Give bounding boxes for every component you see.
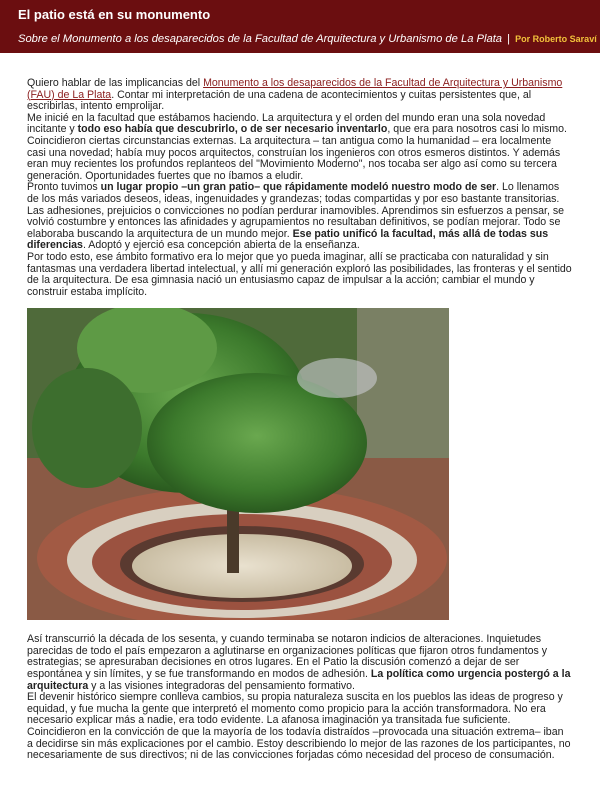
monument-link[interactable]: Monumento a los desaparecidos de la Facultad de Arquitectura y Urbanismo (FAU) de La Plata (27, 77, 563, 101)
paragraph: El devenir histórico siempre conlleva cambios, su propia naturaleza suscita en los pueblos las ideas de progreso y equidad, y fue mucha la gente que interpretó el momento como propicio para la acción transformadora. No era necesario explicar más a nadie, era todo evidente. La afanosa imaginación ya transitada fue suficiente. Coincidieron en la convicción de que la mayoría de los todavía distraídos –provocada una situación extrema– iban a decidirse sin más explicaciones por el cambio. Estoy describiendo lo mejor de las razones de los participantes, no necesariamente de sus directivos; ni de las convicciones forjadas cómo necesidad del proceso de consumación. (27, 691, 571, 762)
article-body (27, 78, 572, 762)
patio-tree-photo (27, 308, 449, 620)
article-subtitle-line (18, 33, 597, 45)
article-title: El patio está en su monumento (18, 7, 211, 22)
paragraph: Quiero hablar de las implicancias del Monumento a los desaparecidos de la Facultad de Arquitectura y Urbanismo (FAU) de La Plata. Contar mi interpretación de una cadena de acontecimientos y cuitas persistentes que, al escribirlas, intento emprolijar. (27, 77, 563, 113)
article-subtitle: Sobre el Monumento a los desaparecidos de la Facultad de Arquitectura y Urbanismo de La Plata (18, 33, 503, 45)
article-header (0, 0, 600, 53)
paragraph: Coincidieron ciertas circunstancias externas. La arquitectura – tan antigua como la humanidad – era localmente casi una novedad; había muy pocos arquitectos, construían los ingenieros con otros esmeros distintos. Y además eran muy recientes los profundos replanteos del "Movimiento Moderno", nos tocaba ser algo así como su tercera generación. Oportunidades fuertes que no íbamos a eludir. (27, 134, 561, 182)
paragraph: Así transcurrió la década de los sesenta, y cuando terminaba se notaron indicios de alteraciones. Inquietudes parecidas de todo el país empezaron a aglutinarse en organizaciones políticas que fijaron otros fundamentos y estrategias; se apresuraban decisiones en otros lugares. En el Patio la discusión comenzó a dejar de ser espontánea y sin límites, y se fue transformando en modos de adhesión. La política como urgencia postergó a la arquitectura y a las visiones integradoras del pensamiento formativo. (27, 633, 571, 692)
paragraph: Por todo esto, ese ámbito formativo era lo mejor que yo pueda imaginar, allí se practicaba con naturalidad y sin fantasmas una verdadera libertad intelectual, y allí mi generación exploró las posibilidades, las fronteras y el sentido de la arquitectura. De esa gimnasia nació un entusiasmo capaz de impulsar a la acción; cambiar el mundo y construir estaba implícito. (27, 250, 572, 298)
author-byline: Por Roberto Saraví (515, 34, 597, 44)
paragraph: Pronto tuvimos un lugar propio –un gran patio– que rápidamente modeló nuestro modo de ser. Lo llenamos de los más variados deseos, ideas, ingenuidades y grandezas; todas compartidas y por eso bastante transitorias. Las adhesiones, prejuicios o convicciones no podían perdurar inamovibles. Aprendimos sin esfuerzos a pensar, se volvió costumbre y entonces las afinidades y agrupamientos no resultaban definitivos, se podían mejorar. Todo se elaboraba buscando la arquitectura de un mundo mejor. Ese patio unificó la facultad, más allá de todas sus diferencias. Adoptó y ejerció esa concepción abierta de la enseñanza. (27, 181, 565, 252)
paragraph: Me inicié en la facultad que estábamos haciendo. La arquitectura y el orden del mundo eran una sola novedad incitante y todo eso había que descubrirlo, o de ser necesario inventarlo, que era para nosotros casi lo mismo. (27, 111, 567, 136)
subtitle-separator: | (507, 33, 511, 45)
